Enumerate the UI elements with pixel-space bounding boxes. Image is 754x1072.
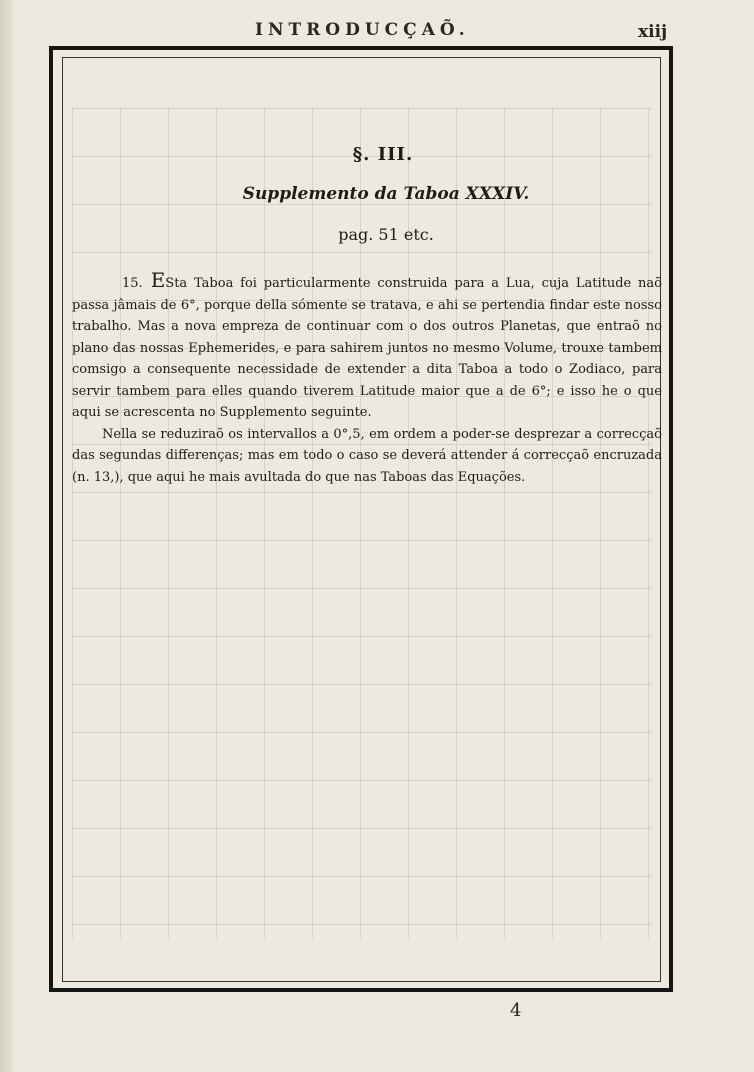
running-head xyxy=(0,20,754,44)
paragraph-15-text: Sta Taboa foi particularmente construida para a Lua, cuja Latitude naõ passa jâmais de 6°, porque della sómente se tratava, e ahi se pertendia findar este nosso trabalho. Mas a nova empreza de continuar com o dos outros Planetas, que entraõ no plano das nossas Ephemerides, e para sahirem juntos no mesmo Volume, trouxe tambem comsigo a consequente necessidade de extender a dita Taboa a todo o Zodiaco, para servir tambem para elles quando tiverem Latitude maior que a de 6°; e isso he o que aqui se acrescenta no Supplemento seguinte. xyxy=(72,276,662,420)
paragraph-15 xyxy=(72,270,662,424)
paragraph-continued xyxy=(72,424,662,489)
section-title: Supplemento da Taboa XXXIV. xyxy=(242,184,530,204)
page-reference: pag. 51 etc. xyxy=(338,225,434,244)
body-text xyxy=(72,270,662,488)
paragraph-continued-text: Nella se reduziraõ os intervallos a 0°,5, em ordem a poder-se desprezar a correcçaõ das segundas differenças; mas em todo o caso se deverá attender á correcçaõ encruzada (n. 13,), que aqui he mais avultada do que nas Taboas das Equações. xyxy=(72,426,662,485)
page-number: xiij xyxy=(638,22,668,42)
drop-cap: E xyxy=(150,268,166,292)
section-number: §. III. xyxy=(352,144,414,165)
paragraph-number: 15. xyxy=(122,276,143,291)
running-title: INTRODUCÇAÕ. xyxy=(255,20,470,40)
signature-mark: 4 xyxy=(510,1000,522,1021)
